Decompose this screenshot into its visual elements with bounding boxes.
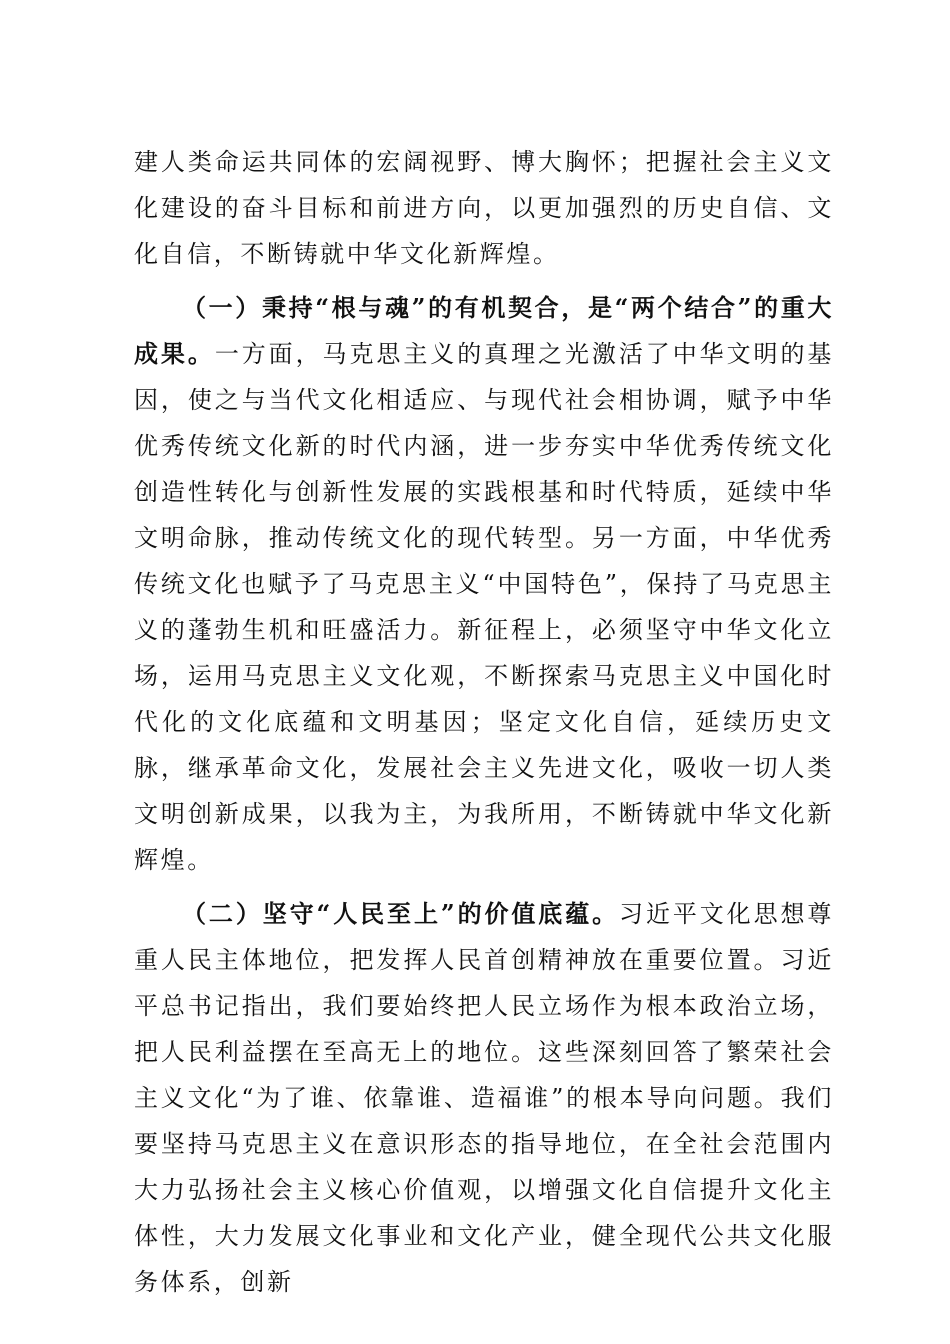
section-heading: （二）坚守“人民至上”的价值底蕴。 [182,899,620,928]
paragraph-text: 一方面，马克思主义的真理之光激活了中华文明的基因，使之与当代文化相适应、与现代社会相协调，赋予中华优秀传统文化新的时代内涵，进一步夯实中华优秀传统文化创造性转化与创新性发展的实践根基和时代特质，延续中华文明命脉，推动传统文化的现代转型。另一方面，中华优秀传统文化也赋予了马克思主义“中国特色”，保持了马克思主义的蓬勃生机和旺盛活力。新征程上，必须坚守中华文化立场，运用马克思主义文化观，不断探索马克思主义中国化时代化的文化底蕴和文明基因；坚定文化自信，延续历史文脉，继承革命文化，发展社会主义先进文化，吸收一切人类文明创新成果，以我为主，为我所用，不断铸就中华文化新辉煌。 [134,340,834,874]
body-text [134,139,834,1305]
paragraph-text: 建人类命运共同体的宏阔视野、博大胸怀；把握社会主义文化建设的奋斗目标和前进方向，以更加强烈的历史自信、文化自信，不断铸就中华文化新辉煌。 [134,148,834,268]
paragraph-section-one [134,285,834,883]
paragraph-text: 习近平文化思想尊重人民主体地位，把发挥人民首创精神放在重要位置。习近平总书记指出，我们要始终把人民立场作为根本政治立场，把人民利益摆在至高无上的地位。这些深刻回答了繁荣社会主义文化“为了谁、依靠谁、造福谁”的根本导向问题。我们要坚持马克思主义在意识形态的指导地位，在全社会范围内大力弘扬社会主义核心价值观，以增强文化自信提升文化主体性，大力发展文化事业和文化产业，健全现代公共文化服务体系，创新 [134,900,834,1296]
paragraph-section-two [134,891,834,1305]
paragraph-continuation [134,139,834,277]
section-heading: （一）秉持“根与魂”的有机契合，是“两个结合”的重大成果。 [134,293,834,368]
